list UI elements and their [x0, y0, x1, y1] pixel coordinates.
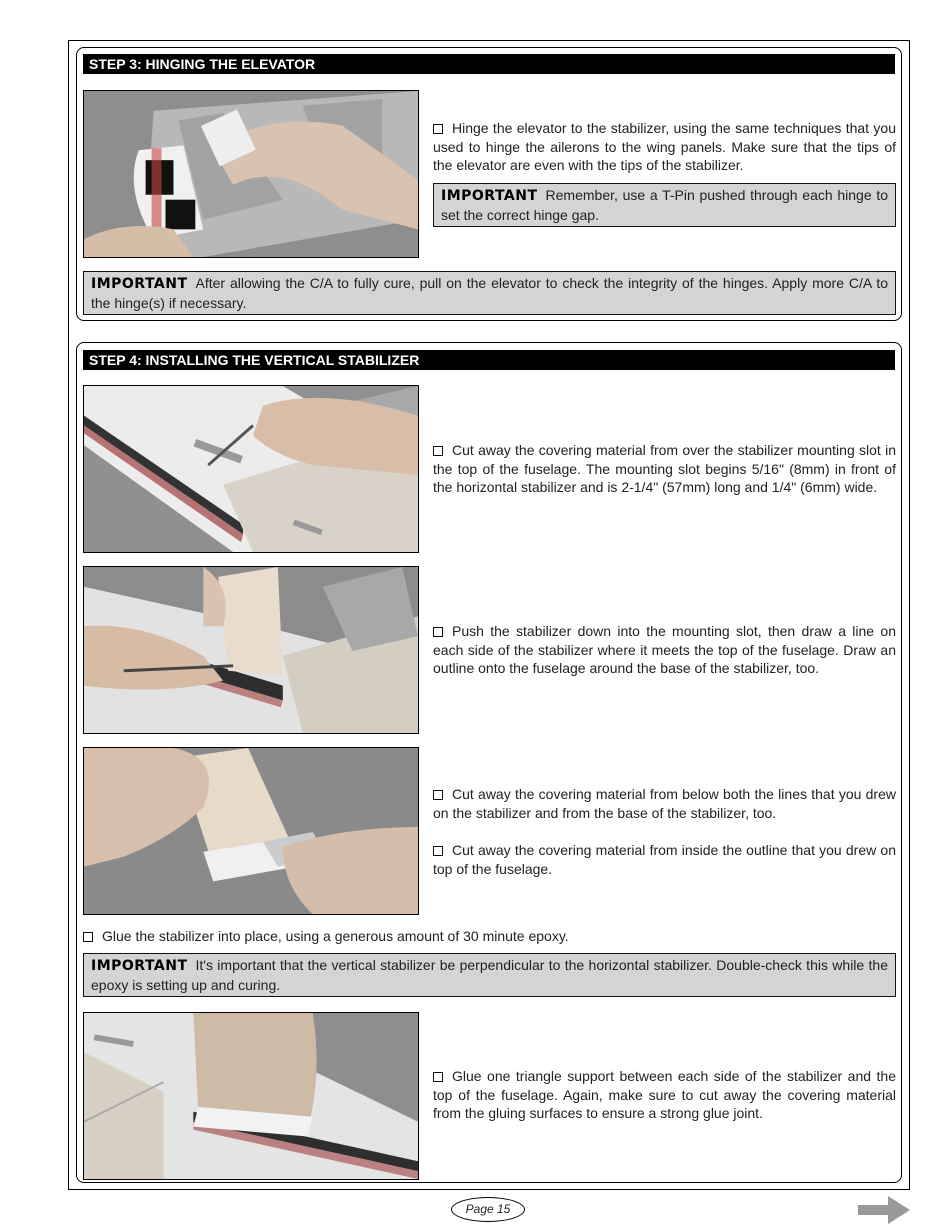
important-label: IMPORTANT — [91, 276, 188, 292]
step-3-important-note: IMPORTANT Remember, use a T-Pin pushed through each hinge to set the correct hinge gap. — [433, 183, 896, 227]
next-page-arrow-icon[interactable] — [858, 1196, 910, 1224]
step-4-instruction-3: Cut away the covering material from below both the lines that you drew on the stabilizer and from the base of the stabilizer, too. — [433, 786, 896, 821]
step-4-instruction-6: Glue one triangle support between each side of the stabilizer and the top of the fuselage. Again, make sure to cut away the covering material from the gluing surfaces to ensure a strong glue joint. — [433, 1068, 896, 1121]
step-4-instruction-2: Push the stabilizer down into the mounting slot, then draw a line on each side of the stabilizer where it meets the top of the fuselage. Draw an outline onto the fuselage around the base of the stabilizer, too. — [433, 623, 896, 676]
photo-cut-mounting-slot — [83, 385, 419, 553]
photo-cut-covering — [83, 747, 419, 915]
photo-hinging-elevator — [83, 90, 419, 258]
step-4-instruction-1: Cut away the covering material from over the stabilizer mounting slot in the top of the fuselage. The mounting slot begins 5/16" (8mm) in front of the horizontal stabilizer and is 2-1/4" (57mm) long and 1/4" (6mm) wide. — [433, 442, 896, 495]
step-3-section — [76, 47, 902, 321]
photo-triangle-support — [83, 1012, 419, 1180]
page-number: Page 15 — [451, 1197, 525, 1222]
step-4-instruction-4: Cut away the covering material from inside the outline that you drew on top of the fuselage. — [433, 842, 896, 877]
important-label: IMPORTANT — [91, 958, 188, 974]
photo-mark-stabilizer — [83, 566, 419, 734]
important-label: IMPORTANT — [441, 188, 538, 204]
step-3-important-note-2: IMPORTANT After allowing the C/A to fully cure, pull on the elevator to check the integrity of the hinges. Apply more C/A to the hinge(s) if necessary. — [83, 271, 896, 315]
step-4-section — [76, 342, 902, 1183]
step-4-instruction-5: Glue the stabilizer into place, using a generous amount of 30 minute epoxy. — [83, 927, 896, 946]
checkbox-icon[interactable] — [433, 846, 443, 856]
step-3-title: STEP 3: HINGING THE ELEVATOR — [83, 54, 895, 74]
step-4-important-note: IMPORTANT It's important that the vertical stabilizer be perpendicular to the horizontal stabilizer. Double-check this while the epoxy is setting up and curing. — [83, 953, 896, 997]
checkbox-icon[interactable] — [433, 124, 443, 134]
checkbox-icon[interactable] — [83, 932, 93, 942]
checkbox-icon[interactable] — [433, 446, 443, 456]
checkbox-icon[interactable] — [433, 1072, 443, 1082]
step-3-instruction: Hinge the elevator to the stabilizer, using the same techniques that you used to hinge the ailerons to the wing panels. Make sure that the tips of the elevator are even with the tips of the stabilizer. — [433, 120, 896, 173]
step-4-title: STEP 4: INSTALLING THE VERTICAL STABILIZER — [83, 350, 895, 370]
checkbox-icon[interactable] — [433, 790, 443, 800]
checkbox-icon[interactable] — [433, 627, 443, 637]
